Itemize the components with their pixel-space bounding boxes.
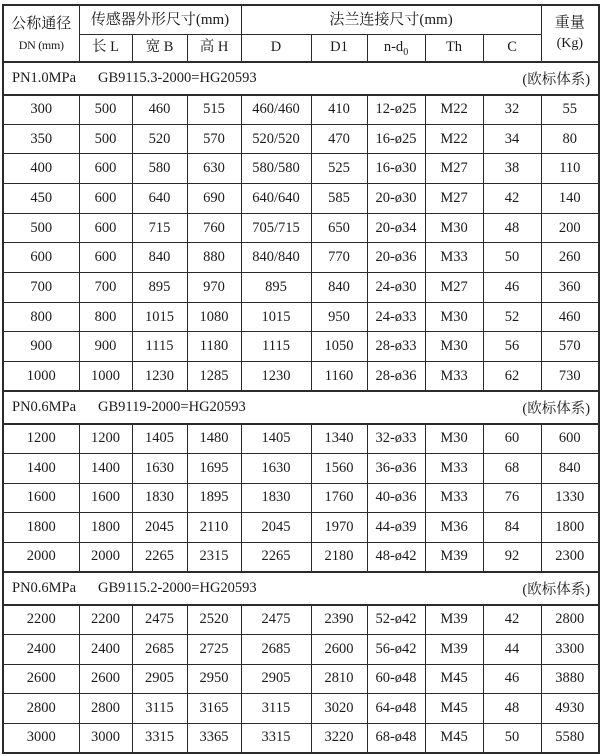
table-cell: 2475 <box>241 605 311 635</box>
col-header-width-b: 宽 B <box>132 34 187 62</box>
col-header-nominal-diameter <box>3 5 79 62</box>
flange-dimension-table <box>2 4 600 754</box>
table-cell: 42 <box>483 605 541 635</box>
table-cell: 515 <box>187 95 241 125</box>
table-row <box>3 154 599 184</box>
table-cell: 1830 <box>241 483 311 513</box>
table-row <box>3 542 599 572</box>
table-cell: 3315 <box>241 723 311 753</box>
table-cell: 600 <box>541 424 599 454</box>
table-cell: 895 <box>132 273 187 303</box>
table-cell: 1405 <box>132 424 187 454</box>
table-row <box>3 664 599 694</box>
table-cell: 570 <box>541 332 599 362</box>
col-header-c: C <box>483 34 541 62</box>
weight-label-cn: 重量 <box>554 14 585 31</box>
table-cell: 410 <box>311 95 367 125</box>
group-header-sensor-dimensions: 传感器外形尺寸(mm) <box>79 5 241 34</box>
table-cell: 580 <box>132 154 187 184</box>
table-cell: 2300 <box>541 542 599 572</box>
table-cell: M30 <box>425 302 483 332</box>
table-cell: 55 <box>541 95 599 125</box>
table-row <box>3 513 599 543</box>
table-cell: 44 <box>483 634 541 664</box>
table-cell: 1230 <box>241 361 311 391</box>
table-cell: 770 <box>311 243 367 273</box>
table-cell: M22 <box>425 124 483 154</box>
table-cell: 300 <box>3 95 79 125</box>
table-cell: 1015 <box>241 302 311 332</box>
table-row <box>3 332 599 362</box>
table-cell: 3300 <box>541 634 599 664</box>
table-cell: 92 <box>483 542 541 572</box>
table-cell: 46 <box>483 273 541 303</box>
table-cell: 38 <box>483 154 541 184</box>
table-cell: 3365 <box>187 723 241 753</box>
table-cell: 1015 <box>132 302 187 332</box>
section-header-cell <box>3 391 599 424</box>
table-cell: 52 <box>483 302 541 332</box>
table-cell: 3315 <box>132 723 187 753</box>
table-cell: 2315 <box>187 542 241 572</box>
table-cell: 28-ø36 <box>367 361 425 391</box>
table-cell: 3020 <box>311 694 367 724</box>
table-cell: 580/580 <box>241 154 311 184</box>
table-cell: 60 <box>483 424 541 454</box>
table-cell: 2400 <box>79 634 132 664</box>
standard-code-label: GB9115.2-2000=HG20593 <box>98 579 257 596</box>
table-cell: 800 <box>79 302 132 332</box>
table-cell: 56 <box>483 332 541 362</box>
table-cell: 840 <box>311 273 367 303</box>
table-cell: 48 <box>483 694 541 724</box>
table-row <box>3 273 599 303</box>
table-cell: 570 <box>187 124 241 154</box>
table-cell: 12-ø25 <box>367 95 425 125</box>
table-cell: 520 <box>132 124 187 154</box>
table-cell: 24-ø33 <box>367 302 425 332</box>
table-cell: 80 <box>541 124 599 154</box>
table-cell: 840 <box>541 453 599 483</box>
table-cell: M45 <box>425 694 483 724</box>
pressure-rating-label: PN0.6MPa <box>12 398 77 415</box>
table-header <box>3 5 599 62</box>
system-note-label: (欧标体系) <box>522 400 591 417</box>
table-cell: 1600 <box>79 483 132 513</box>
table-cell: 44-ø39 <box>367 513 425 543</box>
table-cell: 2905 <box>241 664 311 694</box>
table-row <box>3 213 599 243</box>
pressure-rating-label: PN1.0MPa <box>12 69 77 86</box>
table-cell: 2520 <box>187 605 241 635</box>
table-cell: 2265 <box>132 542 187 572</box>
table-cell: 880 <box>187 243 241 273</box>
table-cell: M39 <box>425 542 483 572</box>
col-header-d1: D1 <box>311 34 367 62</box>
table-cell: 2950 <box>187 664 241 694</box>
table-cell: 34 <box>483 124 541 154</box>
table-cell: 760 <box>187 213 241 243</box>
table-cell: 3165 <box>187 694 241 724</box>
table-cell: 500 <box>79 95 132 125</box>
table-cell: 3000 <box>3 723 79 753</box>
table-cell: 3880 <box>541 664 599 694</box>
table-cell: 1800 <box>79 513 132 543</box>
table-cell: 700 <box>3 273 79 303</box>
table-cell: M45 <box>425 664 483 694</box>
section-header-cell <box>3 572 599 605</box>
section-header-row <box>3 62 599 95</box>
table-cell: 1630 <box>132 453 187 483</box>
table-row <box>3 243 599 273</box>
table-cell: M33 <box>425 453 483 483</box>
table-cell: 20-ø34 <box>367 213 425 243</box>
table-cell: M30 <box>425 424 483 454</box>
table-cell: M27 <box>425 184 483 214</box>
dn-label-cn: 公称通径 <box>11 15 72 32</box>
table-cell: 2000 <box>79 542 132 572</box>
weight-label-unit: (Kg) <box>556 36 584 52</box>
table-cell: M33 <box>425 243 483 273</box>
table-row <box>3 95 599 125</box>
table-cell: M22 <box>425 95 483 125</box>
table-cell: 64-ø48 <box>367 694 425 724</box>
table-cell: 2600 <box>311 634 367 664</box>
table-cell: 1340 <box>311 424 367 454</box>
table-cell: 600 <box>3 243 79 273</box>
table-cell: 400 <box>3 154 79 184</box>
table-row <box>3 694 599 724</box>
table-cell: M36 <box>425 513 483 543</box>
table-cell: 36-ø36 <box>367 453 425 483</box>
table-cell: 1050 <box>311 332 367 362</box>
table-cell: 68 <box>483 453 541 483</box>
table-cell: 1115 <box>241 332 311 362</box>
section-header-cell <box>3 62 599 95</box>
section-header-row <box>3 572 599 605</box>
table-cell: 2800 <box>79 694 132 724</box>
n-d0-subscript: 0 <box>403 46 409 58</box>
table-cell: 1000 <box>3 361 79 391</box>
table-cell: 1115 <box>132 332 187 362</box>
table-cell: 800 <box>3 302 79 332</box>
table-row <box>3 302 599 332</box>
table-cell: 2810 <box>311 664 367 694</box>
table-cell: 5580 <box>541 723 599 753</box>
col-header-th: Th <box>425 34 483 62</box>
table-cell: 2600 <box>3 664 79 694</box>
table-cell: 1405 <box>241 424 311 454</box>
table-row <box>3 483 599 513</box>
table-cell: 520/520 <box>241 124 311 154</box>
table-row <box>3 124 599 154</box>
table-cell: 20-ø30 <box>367 184 425 214</box>
table-cell: 46 <box>483 664 541 694</box>
table-cell: 360 <box>541 273 599 303</box>
table-cell: M45 <box>425 723 483 753</box>
standard-code-label: GB9119-2000=HG20593 <box>98 398 246 415</box>
table-cell: 1285 <box>187 361 241 391</box>
table-cell: 140 <box>541 184 599 214</box>
table-cell: 470 <box>311 124 367 154</box>
table-cell: 52-ø42 <box>367 605 425 635</box>
table-cell: 650 <box>311 213 367 243</box>
table-cell: 460 <box>541 302 599 332</box>
table-cell: M39 <box>425 605 483 635</box>
table-cell: 500 <box>3 213 79 243</box>
table-cell: 42 <box>483 184 541 214</box>
table-cell: 840/840 <box>241 243 311 273</box>
table-cell: 1230 <box>132 361 187 391</box>
table-cell: 1480 <box>187 424 241 454</box>
table-cell: 60-ø48 <box>367 664 425 694</box>
table-cell: 2685 <box>241 634 311 664</box>
table-cell: 1200 <box>79 424 132 454</box>
table-cell: 2800 <box>3 694 79 724</box>
table-cell: 62 <box>483 361 541 391</box>
table-cell: M33 <box>425 361 483 391</box>
table-row <box>3 424 599 454</box>
table-cell: 730 <box>541 361 599 391</box>
table-cell: M27 <box>425 273 483 303</box>
col-header-d: D <box>241 34 311 62</box>
table-cell: 1560 <box>311 453 367 483</box>
table-body <box>3 62 599 753</box>
table-cell: 1200 <box>3 424 79 454</box>
table-cell: 525 <box>311 154 367 184</box>
table-cell: M39 <box>425 634 483 664</box>
table-cell: 3220 <box>311 723 367 753</box>
table-cell: 1160 <box>311 361 367 391</box>
table-cell: 1600 <box>3 483 79 513</box>
table-cell: 1895 <box>187 483 241 513</box>
dn-label-unit: DN (mm) <box>18 38 64 53</box>
table-cell: M30 <box>425 213 483 243</box>
table-cell: 460 <box>132 95 187 125</box>
table-cell: 900 <box>3 332 79 362</box>
table-cell: 500 <box>79 124 132 154</box>
table-cell: 1180 <box>187 332 241 362</box>
table-cell: 2905 <box>132 664 187 694</box>
table-cell: 585 <box>311 184 367 214</box>
table-cell: 2475 <box>132 605 187 635</box>
table-cell: 1830 <box>132 483 187 513</box>
table-cell: 630 <box>187 154 241 184</box>
table-cell: 2265 <box>241 542 311 572</box>
table-cell: 50 <box>483 723 541 753</box>
table-cell: 2600 <box>79 664 132 694</box>
table-cell: 2685 <box>132 634 187 664</box>
table-cell: 1695 <box>187 453 241 483</box>
table-cell: 705/715 <box>241 213 311 243</box>
table-cell: 2200 <box>79 605 132 635</box>
table-cell: 970 <box>187 273 241 303</box>
table-cell: 50 <box>483 243 541 273</box>
table-cell: 200 <box>541 213 599 243</box>
system-note-label: (欧标体系) <box>522 581 591 598</box>
table-cell: 900 <box>79 332 132 362</box>
table-cell: 48-ø42 <box>367 542 425 572</box>
table-cell: 950 <box>311 302 367 332</box>
table-cell: 110 <box>541 154 599 184</box>
table-cell: 1800 <box>3 513 79 543</box>
table-cell: 24-ø30 <box>367 273 425 303</box>
table-cell: 16-ø30 <box>367 154 425 184</box>
table-cell: 32-ø33 <box>367 424 425 454</box>
table-row <box>3 605 599 635</box>
table-cell: 3000 <box>79 723 132 753</box>
table-cell: 1800 <box>541 513 599 543</box>
table-cell: 2110 <box>187 513 241 543</box>
col-header-n-d0 <box>367 34 425 62</box>
table-cell: 3115 <box>241 694 311 724</box>
table-cell: 28-ø33 <box>367 332 425 362</box>
table-cell: 1760 <box>311 483 367 513</box>
table-cell: 1630 <box>241 453 311 483</box>
table-row <box>3 723 599 753</box>
table-cell: 1400 <box>79 453 132 483</box>
table-cell: 600 <box>79 154 132 184</box>
table-cell: 2390 <box>311 605 367 635</box>
table-row <box>3 634 599 664</box>
group-header-flange-dimensions: 法兰连接尺寸(mm) <box>241 5 541 34</box>
table-cell: 895 <box>241 273 311 303</box>
table-cell: 2400 <box>3 634 79 664</box>
table-cell: 2045 <box>132 513 187 543</box>
table-cell: 76 <box>483 483 541 513</box>
table-cell: M33 <box>425 483 483 513</box>
system-note-label: (欧标体系) <box>522 71 591 88</box>
table-cell: 600 <box>79 213 132 243</box>
table-cell: 1400 <box>3 453 79 483</box>
table-cell: 640 <box>132 184 187 214</box>
table-cell: 715 <box>132 213 187 243</box>
table-row <box>3 184 599 214</box>
table-cell: 32 <box>483 95 541 125</box>
table-cell: 700 <box>79 273 132 303</box>
table-cell: 2200 <box>3 605 79 635</box>
table-cell: 690 <box>187 184 241 214</box>
col-header-height-h: 高 H <box>187 34 241 62</box>
col-header-weight <box>541 5 599 62</box>
table-cell: 16-ø25 <box>367 124 425 154</box>
table-cell: 48 <box>483 213 541 243</box>
table-cell: 2045 <box>241 513 311 543</box>
table-cell: 2000 <box>3 542 79 572</box>
table-cell: 2800 <box>541 605 599 635</box>
table-cell: 2725 <box>187 634 241 664</box>
table-cell: 600 <box>79 243 132 273</box>
table-cell: 840 <box>132 243 187 273</box>
table-cell: 460/460 <box>241 95 311 125</box>
table-cell: 40-ø36 <box>367 483 425 513</box>
standard-code-label: GB9115.3-2000=HG20593 <box>98 69 257 86</box>
table-cell: 640/640 <box>241 184 311 214</box>
table-row <box>3 361 599 391</box>
table-cell: 2180 <box>311 542 367 572</box>
pressure-rating-label: PN0.6MPa <box>12 579 77 596</box>
table-cell: 56-ø42 <box>367 634 425 664</box>
table-cell: 1080 <box>187 302 241 332</box>
table-cell: 1000 <box>79 361 132 391</box>
section-header-row <box>3 391 599 424</box>
table-cell: 350 <box>3 124 79 154</box>
table-cell: M27 <box>425 154 483 184</box>
col-header-length-l: 长 L <box>79 34 132 62</box>
table-cell: 3115 <box>132 694 187 724</box>
header-group-row <box>3 5 599 34</box>
table-cell: 4930 <box>541 694 599 724</box>
table-cell: 1970 <box>311 513 367 543</box>
table-cell: 600 <box>79 184 132 214</box>
header-sub-row <box>3 34 599 62</box>
table-cell: M30 <box>425 332 483 362</box>
n-d0-text: n-d <box>383 38 404 55</box>
table-cell: 1330 <box>541 483 599 513</box>
table-cell: 20-ø36 <box>367 243 425 273</box>
table-cell: 260 <box>541 243 599 273</box>
table-cell: 450 <box>3 184 79 214</box>
table-row <box>3 453 599 483</box>
table-cell: 84 <box>483 513 541 543</box>
table-cell: 68-ø48 <box>367 723 425 753</box>
